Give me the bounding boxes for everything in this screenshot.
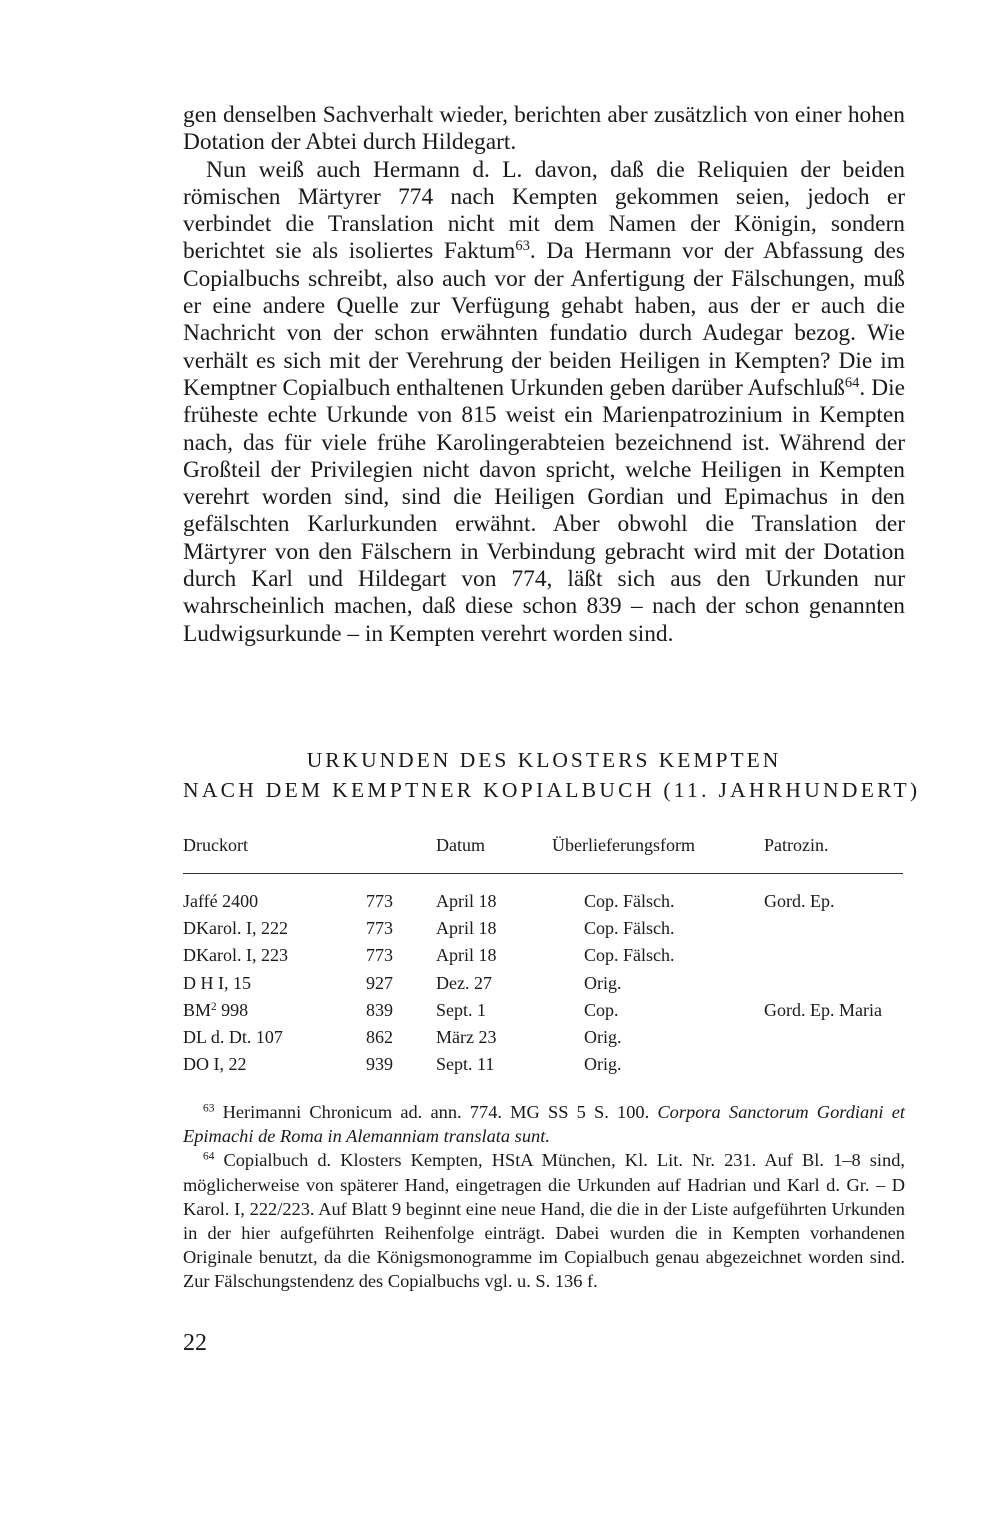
- footnote-64-text: Copialbuch d. Klosters Kempten, HStA München, Kl. Lit. Nr. 231. Auf Bl. 1–8 sind, möglicherweise von späterer Hand, eingetragen die Urkunden auf Hadrian und Karl d. Gr. – D Karol. I, 222/223. Auf Blatt 9 beginnt eine neue Hand, die die in der Liste aufgeführten Urkunden in der hier aufgeführten Reihenfolge einträgt. Dabei wurden die in Kempten vorhandenen Originale benutzt, da die Königsmonogramme im Copialbuch genau abgezeichnet worden sind. Zur Fälschungstendenz des Copialbuchs vgl. u. S. 136 f.: [183, 1150, 905, 1292]
- table-cell-year: 773: [366, 891, 393, 911]
- paragraph-2: [183, 157, 905, 648]
- column-header-patrozin: Patrozin.: [764, 835, 829, 855]
- column-header-druckort: Druckort: [183, 835, 248, 855]
- table-cell-form: Orig.: [584, 972, 622, 993]
- footnote-64-number: 64: [203, 1151, 215, 1164]
- table-cell-year: 939: [366, 1054, 393, 1075]
- table-header-rule: [183, 873, 903, 874]
- table-cell-date: April 18: [436, 945, 497, 966]
- footnote-63-text: Herimanni Chronicum ad. ann. 774. MG SS 5 S. 100.: [214, 1102, 658, 1122]
- footnote-63: [183, 1100, 905, 1148]
- table-cell-druckort: DKarol. I, 222: [183, 918, 288, 939]
- table-cell-date: Dez. 27: [436, 972, 492, 993]
- body-text: [183, 102, 905, 648]
- table-cell-form: Cop. Fälsch.: [584, 918, 675, 939]
- druckort-number: 998: [216, 999, 249, 1020]
- footnote-63-number: 63: [203, 1102, 215, 1115]
- paragraph-2-text-a: Nun weiß auch Hermann d. L. davon, daß die Reliquien der beiden römischen Märtyrer 774 nach Kempten gekommen seien, jedoch er verbindet die Translation nicht mit dem Namen der Königin, sondern berichtet sie als isoliertes Faktum: [183, 156, 905, 265]
- table-cell-year: 773: [366, 918, 393, 939]
- footnote-63-quote: Corpora Sanctorum Gordiani et Epimachi de Roma in Alemanniam translata sunt.: [183, 1102, 905, 1147]
- table-cell-druckort: [183, 1000, 248, 1021]
- footnote-ref-64: 64: [844, 375, 860, 391]
- table-cell-druckort: DO I, 22: [183, 1054, 247, 1075]
- table-cell-date: März 23: [436, 1027, 497, 1047]
- table-title-line-2: NACH DEM KEMPTNER KOPIALBUCH (11. JAHRHUNDERT): [183, 778, 921, 802]
- table-cell-druckort: Jaffé 2400: [183, 891, 259, 911]
- table-cell-year: 773: [366, 945, 393, 966]
- table-cell-year: 839: [366, 999, 393, 1020]
- table-cell-form: Orig.: [584, 1054, 622, 1075]
- table-cell-patrozin: Gord. Ep.: [764, 891, 835, 911]
- table-cell-patrozin: Gord. Ep. Maria: [764, 999, 882, 1020]
- footnote-64: [183, 1148, 905, 1293]
- table-cell-date: April 18: [436, 918, 497, 939]
- page-number: 22: [183, 1330, 207, 1356]
- table-cell-druckort: DKarol. I, 223: [183, 945, 288, 966]
- table-cell-date: Sept. 11: [436, 1054, 495, 1075]
- column-header-datum: Datum: [436, 835, 485, 855]
- paragraph-2-text-b: . Da Hermann vor der Abfassung des Copialbuchs schreibt, also auch vor der Anfertigung der Fälschungen, muß er eine andere Quelle zur Verfügung gehabt haben, aus der er auch die Nachricht von der schon erwähnten fundatio durch Audegar bezog. Wie verhält es sich mit der Verehrung der beiden Heiligen in Kempten? Die im Kemptner Copialbuch enthaltenen Urkunden geben darüber Aufschluß: [183, 238, 905, 401]
- column-header-form: Überlieferungsform: [552, 835, 695, 855]
- table-title-line-1: URKUNDEN DES KLOSTERS KEMPTEN: [306, 748, 782, 772]
- paragraph-1-text: gen denselben Sachverhalt wieder, berichten aber zusätzlich von einer hohen Dotation der Abtei durch Hildegart.: [183, 102, 905, 156]
- footnote-ref-63: 63: [515, 238, 530, 255]
- table-cell-form: Orig.: [584, 1027, 622, 1047]
- table-cell-year: 862: [366, 1027, 393, 1047]
- table-cell-year: 927: [366, 972, 393, 993]
- table-cell-form: Cop. Fälsch.: [584, 891, 675, 911]
- table-cell-date: Sept. 1: [436, 999, 487, 1020]
- footnotes: [183, 1100, 905, 1294]
- table-cell-form: Cop.: [584, 999, 619, 1020]
- paragraph-1: [183, 102, 905, 157]
- table-cell-date: April 18: [436, 891, 497, 911]
- table-cell-form: Cop. Fälsch.: [584, 945, 675, 966]
- table-cell-druckort: DL d. Dt. 107: [183, 1027, 283, 1047]
- druckort-superscript: 2: [211, 1000, 217, 1013]
- table-cell-druckort: D H I, 15: [183, 972, 251, 993]
- druckort-base: BM: [183, 999, 212, 1020]
- paragraph-2-text-c: . Die früheste echte Urkunde von 815 weist ein Marienpatrozinium in Kempten nach, das für viele frühe Karolingerabteien bezeichnend ist. Während der Großteil der Privilegien nicht davon spricht, welche Heiligen in Kempten verehrt worden sind, sind die Heiligen Gordian und Epimachus in den gefälschten Karlurkunden erwähnt. Aber obwohl die Translation der Märtyrer von den Fälschern in Verbindung gebracht wird mit der Dotation durch Karl und Hildegart von 774, läßt sich aus den Urkunden nur wahrscheinlich machen, daß diese schon 839 – nach der schon genannten Ludwigsurkunde – in Kempten verehrt worden sind.: [183, 374, 906, 647]
